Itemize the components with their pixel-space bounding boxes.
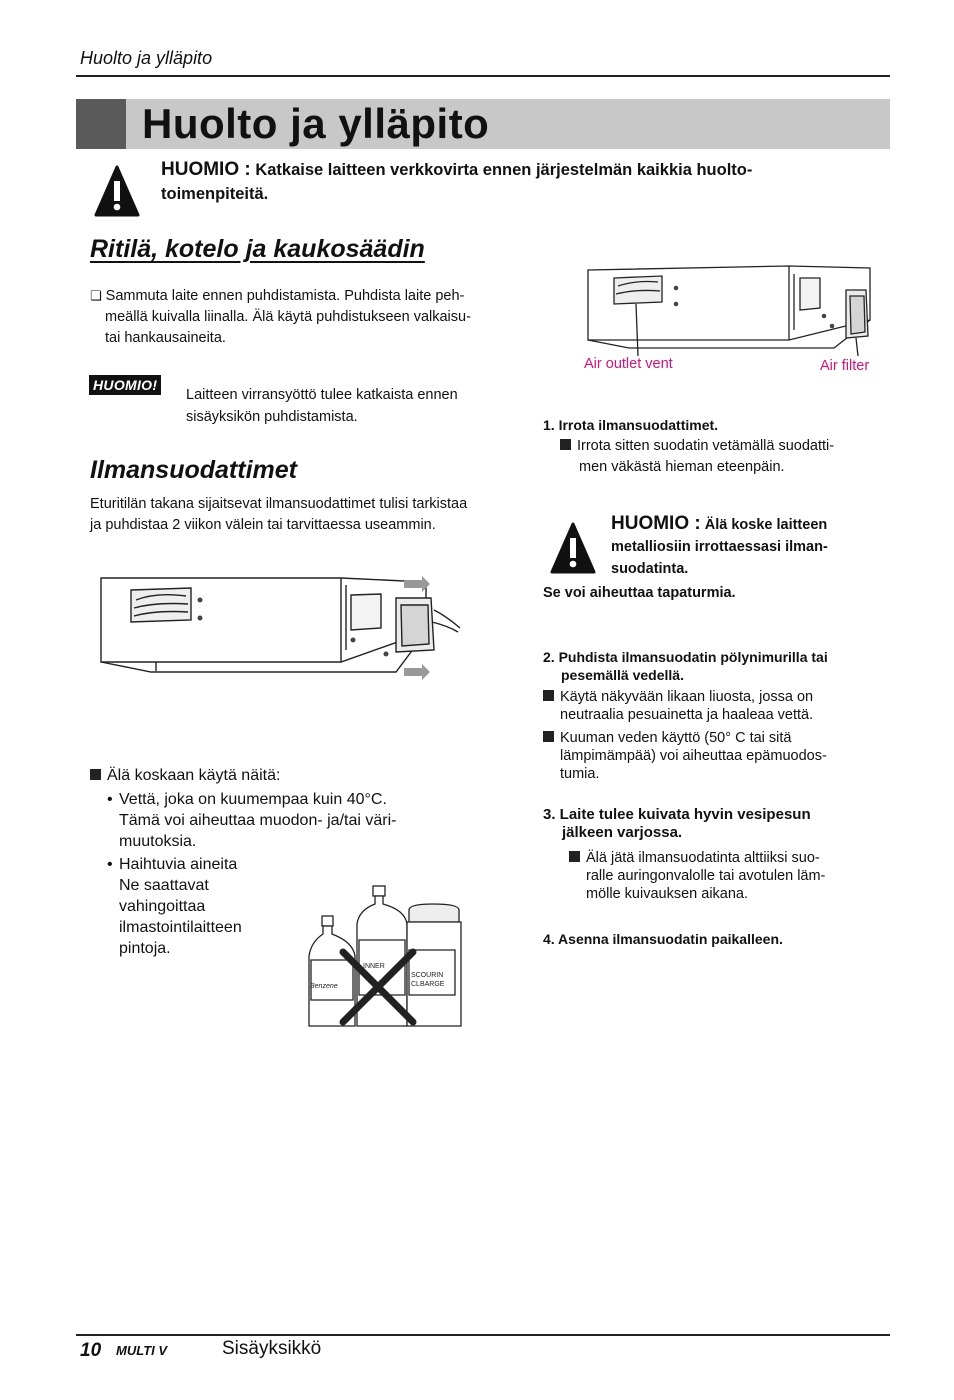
caution-consequence: Se voi aiheuttaa tapaturmia. [543,585,736,601]
multi-v-logo-icon [116,1339,206,1361]
caution-lead: HUOMIO : [161,159,251,180]
ritila-line: Sammuta laite ennen puhdistamista. Puhdista laite peh- [105,288,465,304]
warning-icon [550,522,596,574]
step-3-title-line: jälkeen varjossa. [562,824,683,841]
square-bullet-icon [569,851,580,862]
bottle-label-scourin: SCOURIN [411,972,444,979]
huomio-badge: HUOMIO! [89,375,161,395]
step-2-title-line: pesemällä vedellä. [561,667,684,683]
step-2-line: Käytä näkyvään likaan liuosta, jossa on [560,689,814,705]
indoor-unit-filter-removal-illustration [96,570,466,685]
list-item-line: Haihtuvia aineita [119,856,238,873]
bullet-dot-icon: • [107,791,113,808]
section-heading-ritila: Ritilä, kotelo ja kaukosäädin [90,235,425,263]
ritila-line: meällä kuivalla liinalla. Älä käytä puhdistukseen valkaisu- [105,309,471,325]
step-1-body [560,436,880,478]
square-bullet-icon [543,690,554,701]
note-line: Laitteen virransyöttö tulee katkaista ennen [186,387,458,403]
warning-icon [94,165,140,217]
svg-text:MULTI V: MULTI V [116,1343,168,1358]
caution-filter [611,513,881,580]
step-4-title: 4. Asenna ilmansuodatin paikalleen. [543,931,783,947]
huomio-note [186,384,506,428]
footer-label: Sisäyksikkö [222,1338,322,1359]
ritila-paragraph [90,285,515,349]
bottle-label-thinner: INNER [363,963,385,970]
ilman-line: Eturitilän takana sijaitsevat ilmansuodattimet tulisi tarkistaa [90,496,468,512]
section-heading-ilmansuodattimet: Ilmansuodattimet [90,456,297,484]
step-1-title: 1. Irrota ilmansuodattimet. [543,417,719,433]
list-item-line: muutoksia. [119,833,197,850]
list-item-line: Ne saattavat [119,877,209,894]
caution-text: Katkaise laitteen verkkovirta ennen järjestelmän kaikkia huolto- [255,161,753,179]
step-2-line: Kuuman veden käyttö (50° C tai sitä [560,730,792,746]
square-bullet-icon [543,731,554,742]
step-2-bullet-1 [543,688,883,724]
header-rule [76,75,890,77]
caution-line: metalliosiin irrottaessasi ilman- [611,539,828,555]
checkbox-bullet-icon: ❏ [90,288,102,303]
step-1-line: men väkästä hieman eteenpäin. [579,459,785,475]
caution-top [161,158,891,206]
caution-line: suodatinta. [611,561,689,577]
step-2-title [543,648,883,684]
list-item-line: ilmastointilaitteen [119,919,242,936]
never-use-text: Älä koskaan käytä näitä: [107,767,281,784]
step-2-line: lämpimämpää) voi aiheuttaa epämuodos- [560,748,827,764]
ilman-line: ja puhdistaa 2 viikon välein tai tarvittaessa useammin. [90,517,436,533]
bottle-label-benzene: Benzene [310,983,338,990]
step-3-title [543,806,888,842]
note-line: sisäyksikön puhdistamista. [186,409,358,425]
page-number: 10 [80,1340,102,1361]
ritila-line: tai hankausaineita. [105,330,226,346]
air-outlet-vent-label: Air outlet vent [584,356,673,372]
solvent-bottles-prohibited-illustration [305,880,467,1030]
page-title: Huolto ja ylläpito [142,100,490,147]
step-3-line: mölle kuivauksen aikana. [586,886,749,902]
step-2-title-line: 2. Puhdista ilmansuodatin pölynimurilla tai [543,649,828,665]
step-3-title-line: 3. Laite tulee kuivata hyvin vesipesun [543,806,811,823]
ilman-paragraph [90,494,520,536]
step-1-line: Irrota sitten suodatin vetämällä suodatti- [577,438,835,454]
caution-text-2: toimenpiteitä. [161,185,269,203]
running-header: Huolto ja ylläpito [80,48,213,68]
step-3-line: ralle auringonvalolle tai avotulen läm- [586,868,826,884]
square-bullet-icon [90,769,101,780]
list-item [107,789,440,852]
step-3-line: Älä jätä ilmansuodatinta alttiiksi suo- [586,850,820,866]
indoor-unit-filter-location-illustration [584,260,879,370]
step-3-bullet [569,849,879,903]
footer-rule [76,1334,890,1336]
step-2-line: tumia. [560,766,600,782]
step-2-line: neutraalia pesuainetta ja haaleaa vettä. [560,707,814,723]
air-filter-label: Air filter [820,358,870,374]
caution-lead: HUOMIO : [611,513,701,534]
square-bullet-icon [560,439,571,450]
bullet-dot-icon: • [107,856,113,873]
never-use-heading [90,765,470,786]
list-item-line: pintoja. [119,940,171,957]
bottle-label-cleanser: CLBARGE [411,981,445,988]
title-marker [76,99,126,149]
caution-line: Älä koske laitteen [704,517,828,533]
list-item-line: Tämä voi aiheuttaa muodon- ja/tai väri- [119,812,397,829]
list-item-line: vahingoittaa [119,898,206,915]
list-item-line: Vettä, joka on kuumempaa kuin 40°C. [119,791,387,808]
step-2-bullet-2 [543,729,883,783]
